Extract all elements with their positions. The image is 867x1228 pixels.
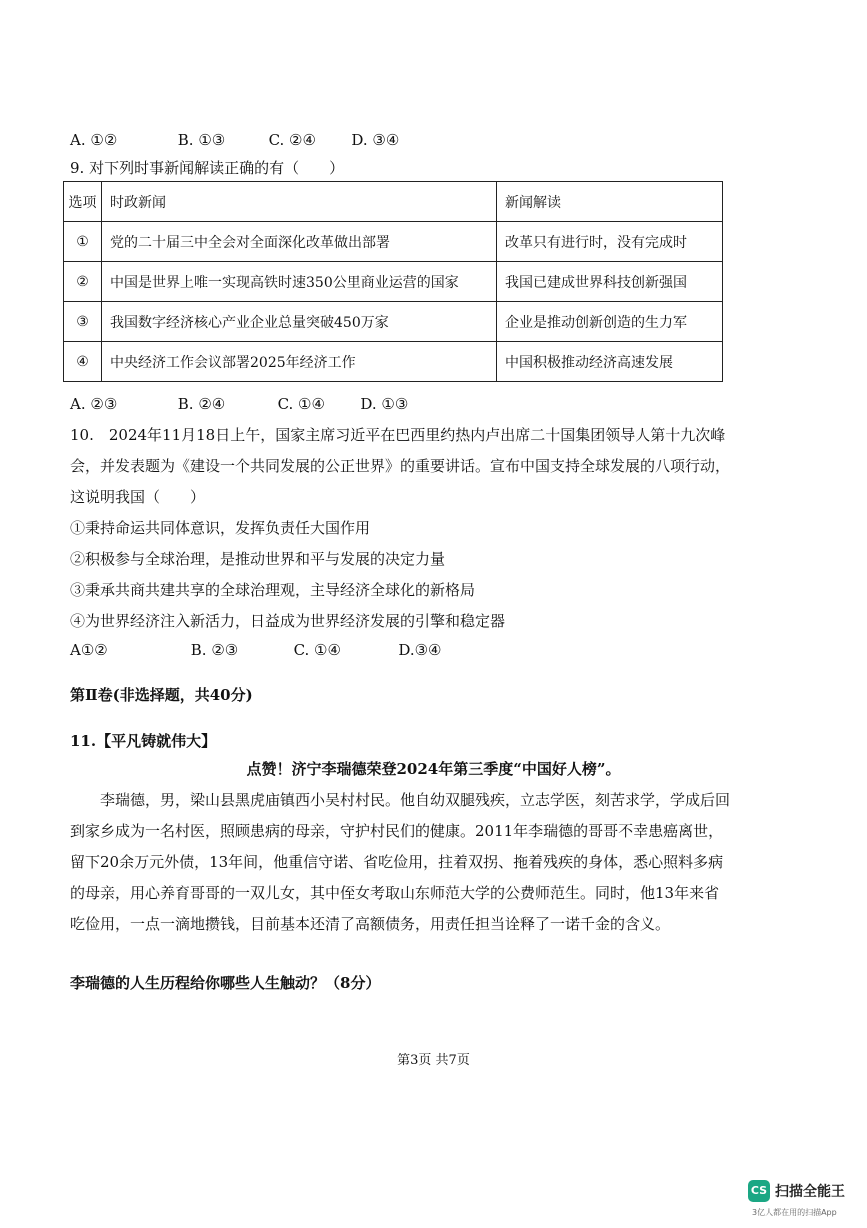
q9-option-b: B. ②④	[177, 395, 226, 413]
q10-line: 会，并发表题为《建设一个共同发展的公正世界》的重要讲话。宣布中国支持全球发展的八项行动，	[70, 457, 731, 475]
table-cell-news: 我国数字经济核心产业企业总量突破450万家	[102, 302, 497, 342]
q8-option-b: B. ①③	[177, 131, 226, 149]
q11-subtitle: 点赞！济宁李瑞德荣登2024年第三季度“中国好人榜”。	[246, 760, 621, 778]
q11-story	[70, 785, 730, 940]
q11-heading: 11.【平凡铸就伟大】	[70, 732, 217, 750]
table-cell-option: ②	[64, 262, 102, 302]
q8-option-a: A. ①②	[70, 131, 118, 149]
q11-line: 到家乡成为一名村医，照顾患病的母亲，守护村民们的健康。2011年李瑞德的哥哥不幸患癌离世，	[70, 822, 724, 840]
q10-options	[70, 640, 442, 660]
q10-line: 这说明我国（ ）	[70, 488, 206, 506]
q8-option-c: C. ②④	[268, 131, 316, 149]
table-row	[64, 222, 723, 262]
q11-line: 吃俭用，一点一滴地攒钱，目前基本还清了高额债务，用责任担当诠释了一诺千金的含义。	[70, 915, 671, 933]
table-row	[64, 262, 723, 302]
q10-option-b: B. ②③	[190, 641, 239, 659]
table-cell-news: 中国是世界上唯一实现高铁时速350公里商业运营的国家	[102, 262, 497, 302]
table-header-option: 选项	[64, 182, 102, 222]
table-header-interpretation: 新闻解读	[497, 182, 723, 222]
table-row	[64, 302, 723, 342]
camscanner-tagline: 3亿人都在用的扫描App	[752, 1208, 837, 1217]
table-cell-option: ①	[64, 222, 102, 262]
q9-option-a: A. ②③	[70, 395, 118, 413]
q11-line: 李瑞德，男，梁山县黑虎庙镇西小吴村村民。他自幼双腿残疾，立志学医，刻苦求学，学成后回	[70, 791, 731, 809]
table-cell-interpretation: 中国积极推动经济高速发展	[497, 342, 723, 382]
q10-statement: ②积极参与全球治理，是推动世界和平与发展的决定力量	[70, 550, 446, 568]
q9-stem: 9. 对下列时事新闻解读正确的有（ ）	[70, 159, 345, 177]
page-footer: 第3页 共7页	[397, 1053, 470, 1068]
table-cell-news: 中央经济工作会议部署2025年经济工作	[102, 342, 497, 382]
q11-question: 李瑞德的人生历程给你哪些人生触动？（8分）	[70, 974, 381, 992]
q10-statement: ③秉承共商共建共享的全球治理观，主导经济全球化的新格局	[70, 581, 476, 599]
q11-line: 留下20余万元外债，13年间，他重信守诺、省吃俭用，拄着双拐、拖着残疾的身体，悉心照料多病	[70, 853, 724, 871]
table-cell-option: ④	[64, 342, 102, 382]
q10-stem	[70, 420, 730, 637]
table-header-news: 时政新闻	[102, 182, 497, 222]
q8-options	[70, 130, 399, 150]
q10-option-d: D.③④	[398, 641, 442, 659]
q10-statement: ①秉持命运共同体意识，发挥负责任大国作用	[70, 519, 371, 537]
table-cell-option: ③	[64, 302, 102, 342]
camscanner-brand: 扫描全能王	[775, 1184, 845, 1200]
table-row	[64, 342, 723, 382]
q9-option-c: C. ①④	[277, 395, 325, 413]
q10-option-a: A①②	[70, 641, 108, 659]
q10-statement: ④为世界经济注入新活力，日益成为世界经济发展的引擎和稳定器	[70, 612, 506, 630]
q10-line: 10. 2024年11月18日上午，国家主席习近平在巴西里约热内卢出席二十国集团领导人第十九次峰	[70, 426, 726, 444]
section-title: 第Ⅱ卷(非选择题，共40分)	[70, 686, 253, 704]
q9-news-table	[63, 181, 723, 382]
table-cell-interpretation: 改革只有进行时，没有完成时	[497, 222, 723, 262]
table-cell-interpretation: 企业是推动创新创造的生力军	[497, 302, 723, 342]
q10-option-c: C. ①④	[293, 641, 341, 659]
table-header-row	[64, 182, 723, 222]
q8-option-d: D. ③④	[351, 131, 400, 149]
q11-line: 的母亲，用心养育哥哥的一双儿女，其中侄女考取山东师范大学的公费师范生。同时，他13年来省	[70, 884, 720, 902]
q9-options	[70, 394, 408, 414]
table-cell-news: 党的二十届三中全会对全面深化改革做出部署	[102, 222, 497, 262]
table-cell-interpretation: 我国已建成世界科技创新强国	[497, 262, 723, 302]
q9-option-d: D. ①③	[360, 395, 409, 413]
camscanner-logo-icon: CS	[748, 1180, 770, 1202]
